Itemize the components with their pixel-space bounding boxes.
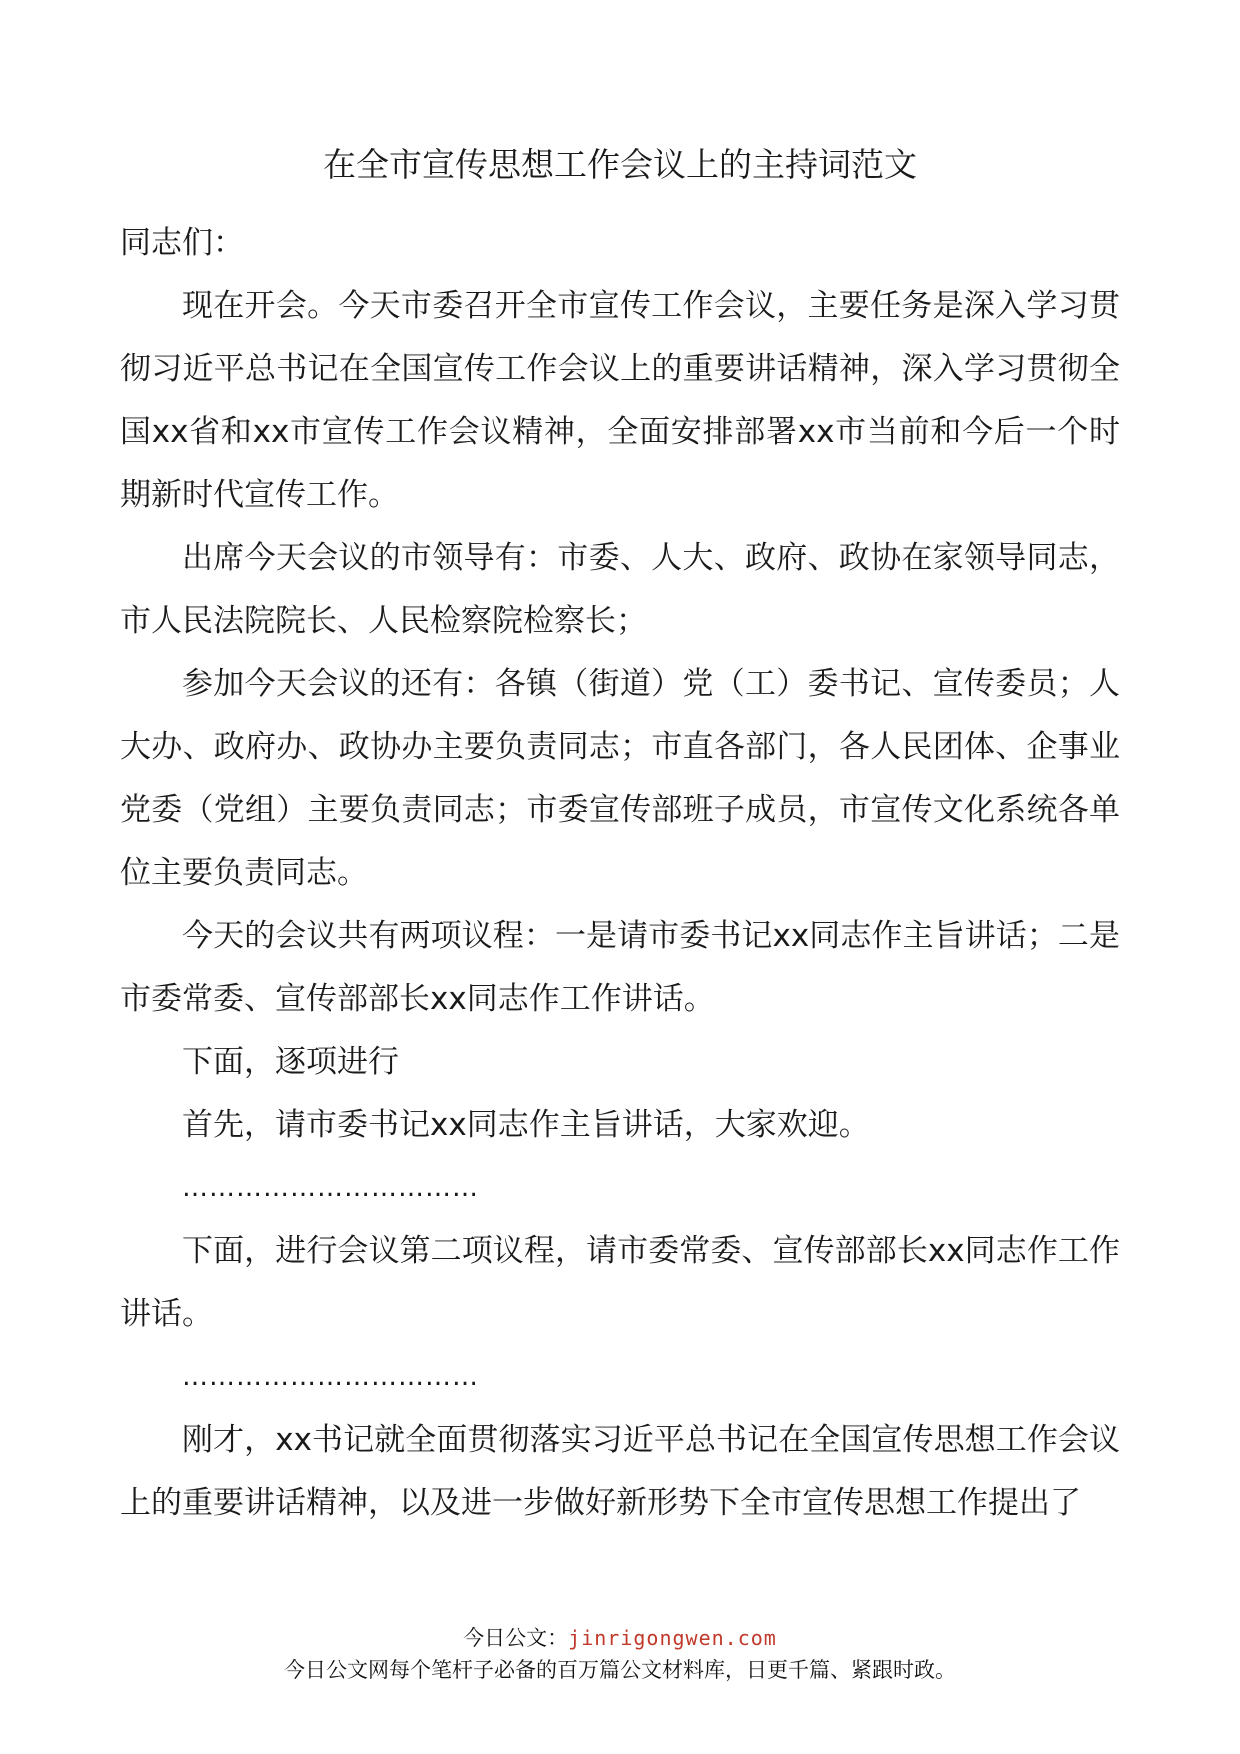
paragraph-first-item: 首先，请市委书记xx同志作主旨讲话，大家欢迎。 — [182, 1107, 870, 1143]
document-title: 在全市宣传思想工作会议上的主持词范文 — [323, 145, 917, 184]
ellipsis-divider: …………………………… — [182, 1173, 479, 1203]
ellipsis-divider: …………………………… — [182, 1362, 479, 1392]
paragraph-agenda: 今天的会议共有两项议程：一是请市委书记xx同志作主旨讲话；二是市委常委、宣传部部长xx同志作工作讲话。 — [120, 918, 1120, 1017]
footer-site-link[interactable]: jinrigongwen.com — [568, 1626, 777, 1650]
document-body — [120, 212, 1120, 1535]
paragraph-participants: 参加今天会议的还有：各镇（街道）党（工）委书记、宣传委员；人大办、政府办、政协办主要负责同志；市直各部门，各人民团体、企事业党委（党组）主要负责同志；市委宣传部班子成员，市宣传文化系统各单位主要负责同志。 — [120, 666, 1120, 891]
salutation: 同志们： — [120, 225, 244, 261]
paragraph-second-item: 下面，进行会议第二项议程，请市委常委、宣传部部长xx同志作工作讲话。 — [120, 1233, 1120, 1332]
paragraph-opening: 现在开会。今天市委召开全市宣传工作会议，主要任务是深入学习贯彻习近平总书记在全国宣传工作会议上的重要讲话精神，深入学习贯彻全国xx省和xx市宣传工作会议精神，全面安排部署xx市当前和今后一个时期新时代宣传工作。 — [120, 288, 1120, 513]
paragraph-proceed: 下面，逐项进行 — [182, 1044, 399, 1080]
paragraph-attending-leaders: 出席今天会议的市领导有：市委、人大、政府、政协在家领导同志，市人民法院院长、人民检察院检察长； — [120, 540, 1120, 639]
footer-tagline: 今日公文网每个笔杆子必备的百万篇公文材料库，日更千篇、紧跟时政。 — [284, 1658, 956, 1682]
page-footer — [0, 1622, 1240, 1686]
paragraph-summary: 刚才，xx书记就全面贯彻落实习近平总书记在全国宣传思想工作会议上的重要讲话精神，以及进一步做好新形势下全市宣传思想工作提出了 — [120, 1422, 1120, 1521]
footer-site-line — [0, 1622, 1240, 1654]
footer-site-label: 今日公文： — [463, 1626, 569, 1650]
